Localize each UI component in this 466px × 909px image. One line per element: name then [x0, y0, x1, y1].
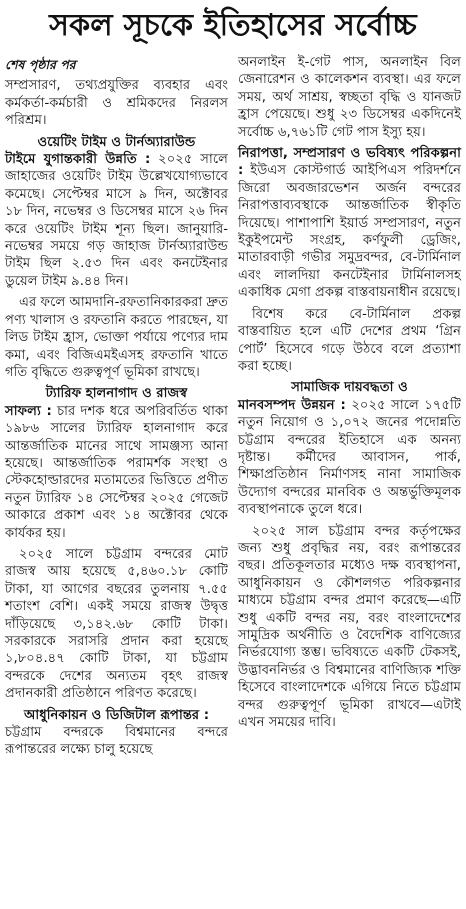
subheading-security: নিরাপত্তা, সম্প্রসারণ ও ভবিষ্যৎ পরিকল্পনা : [238, 146, 461, 179]
paragraph: এর ফলে আমদানি-রফতানিকারকরা দ্রুত পণ্য খালাস ও রফতানি করতে পারছেন, যা লিড টাইম হ্রাস, ভোক্তা পর্যায়ে পণ্যের দাম কমা, এবং বিজিএমইএসহ রফতানি খাতে গতি বৃদ্ধিতে গুরুত্বপূর্ণ ভূমিকা রাখছে। [5, 295, 228, 380]
subheading-social-line2: মানবসম্পদ উন্নয়ন : [238, 397, 346, 413]
paragraph: বিশেষ করে বে-টার্মিনাল প্রকল্প বাস্তবায়িত হলে এটি দেশের প্রথম ‘গ্রিন পোর্ট’ হিসেবে গড়ে উঠবে বলে প্রত্যাশা করা হচ্ছে। [238, 306, 461, 374]
right-column [238, 54, 461, 763]
subheading-tariff-line2: সাফল্য : [5, 403, 52, 419]
paragraph-text: ২০২৫ সালে ১৭৫টি নতুন নিয়োগ ও ১,০৭২ জনের পদোন্নতি চট্টগ্রাম বন্দরের ইতিহাসে এক অনন্য দৃষ্টান্ত। কর্মীদের আবাসন, পার্ক, শিক্ষাপ্রতিষ্ঠান নির্মাণসহ নানা সামাজিক উদ্যোগ বন্দরের মানবিক ও অন্তর্ভুক্তিমূলক ব্যবস্থাপনাকে তুলে ধরে। [238, 397, 461, 518]
paragraph-text: ২০২৫ সালে জাহাজের ওয়েটিং টাইম উল্লেখযোগ্যভাবে কমেছে। সেপ্টেম্বর মাসে ৯ দিন, অক্টোবর ১৮ দিন, নভেম্বর ও ডিসেম্বর মাসে ২৬ দিন করে ওয়েটিং টাইম শূন্য ছিল। জানুয়ারি-নভেম্বর সময়ে গড় জাহাজ টার্নঅ্যারাউন্ড টাইম ছিল ২.৫৩ দিন এবং কনটেইনার ডুয়েল টাইম ৯.৪৪ দিন। [5, 152, 228, 289]
paragraph [238, 145, 461, 302]
paragraph: অনলাইন ই-গেট পাস, অনলাইন বিল জেনারেশন ও কালেকশন ব্যবস্থা। এর ফলে সময়, অর্থ সাশ্রয়, স্বচ্ছতা বৃদ্ধি ও যানজট হ্রাস পেয়েছে। শুধু ২৩ ডিসেম্বর একদিনেই সর্বোচ্চ ৬,৭৬১টি গেট পাস ইস্যু হয়। [238, 55, 461, 140]
subheading-waiting-time-line1: ওয়েটিং টাইম ও টার্নঅ্যারাউন্ড [37, 134, 196, 150]
subheading-tariff-line1: ট্যারিফ হালনাগাদ ও রাজস্ব [45, 386, 188, 402]
subheading-waiting-time-line2: টাইমে যুগান্তকারী উন্নতি : [5, 152, 151, 168]
subheading-social-line1: সামাজিক দায়বদ্ধতা ও [291, 380, 408, 396]
paragraph [5, 403, 228, 542]
paragraph [238, 397, 461, 519]
left-column [5, 54, 228, 763]
subheading-modernization: আধুনিকায়ন ও ডিজিটাল রূপান্তর : [23, 707, 210, 723]
paragraph [5, 151, 228, 290]
paragraph: চট্টগ্রাম বন্দরকে বিশ্বমানের বন্দরে রূপান্তরের লক্ষ্যে চালু হয়েছে [5, 725, 228, 758]
paragraph-text: ইউএস কোস্টগার্ড আইপিএস পরিদর্শনে জিরো অবজারভেশন অর্জন বন্দরের নিরাপত্তাব্যবস্থাকে আন্তর্জাতিক স্বীকৃতি দিয়েছে। পাশাপাশি ইয়ার্ড সম্প্রসারণ, নতুন ইকুইপমেন্ট সংগ্রহ, কর্ণফুলী ড্রেজিং, মাতারবাড়ী গভীর সমুদ্রবন্দর, বে-টার্মিনাল এবং লালদিয়া কনটেইনার টার্মিনালসহ একাধিক মেগা প্রকল্প বাস্তবায়নাধীন রয়েছে। [238, 163, 461, 301]
paragraph-text: চার দশক ধরে অপরিবর্তিত থাকা ১৯৮৬ সালের ট্যারিফ হালনাগাদ করে আন্তর্জাতিক মানের সাথে সামঞ্জস্য আনা হয়েছে। আন্তর্জাতিক পরামর্শক সংস্থা ও স্টেকহোল্ডারদের মতামতের ভিত্তিতে প্রণীত নতুন ট্যারিফ ১৪ সেপ্টেম্বর ২০২৫ গেজেট আকারে প্রকাশ এবং ১৪ অক্টোবর থেকে কার্যকর হয়। [5, 403, 228, 541]
paragraph: সম্প্রসারণ, তথ্যপ্রযুক্তির ব্যবহার এবং কর্মকর্তা-কর্মচারী ও শ্রমিকদের নিরলস পরিশ্রম। [5, 78, 228, 129]
paragraph: ২০২৫ সালে চট্টগ্রাম বন্দরের মোট রাজস্ব আয় হয়েছে ৫,৪৬০.১৮ কোটি টাকা, যা আগের বছরের তুলনায় ৭.৫৫ শতাংশ বেশি। একই সময়ে রাজস্ব উদ্বৃত্ত দাঁড়িয়েছে ৩,১৪২.৬৮ কোটি টাকা। সরকারকে সরাসরি প্রদান করা হয়েছে ১,৮০৪.৪৭ কোটি টাকা, যা চট্টগ্রাম বন্দরকে দেশের অন্যতম বৃহৎ রাজস্ব প্রদানকারী প্রতিষ্ঠানে পরিণত করেছে। [5, 546, 228, 702]
article-columns [5, 54, 461, 763]
paragraph: ২০২৫ সাল চট্টগ্রাম বন্দর কর্তৃপক্ষের জন্য শুধু প্রবৃদ্ধির নয়, বরং রূপান্তরের বছর। প্রতিকূলতার মধ্যেও দক্ষ ব্যবস্থাপনা, আধুনিকায়ন ও কৌশলগত পরিকল্পনার মাধ্যমে চট্টগ্রাম বন্দর প্রমাণ করেছে—এটি শুধু একটি বন্দর নয়, বরং বাংলাদেশের সামুদ্রিক অর্থনীতি ও বৈদেশিক বাণিজ্যের নির্ভরযোগ্য স্তম্ভ। ভবিষ্যতে একটি টেকসই, উদ্ভাবননির্ভর ও বিশ্বমানের বাণিজ্যিক শক্তি হিসেবে বাংলাদেশকে এগিয়ে নিতে চট্টগ্রাম বন্দর গুরুত্বপূর্ণ ভূমিকা রাখবে—এটাই এখন সময়ের দাবি। [238, 523, 461, 731]
continuation-note: শেষ পৃষ্ঠার পর [5, 57, 76, 72]
article-headline: সকল সূচকে ইতিহাসের সর্বোচ্চ [49, 8, 417, 43]
